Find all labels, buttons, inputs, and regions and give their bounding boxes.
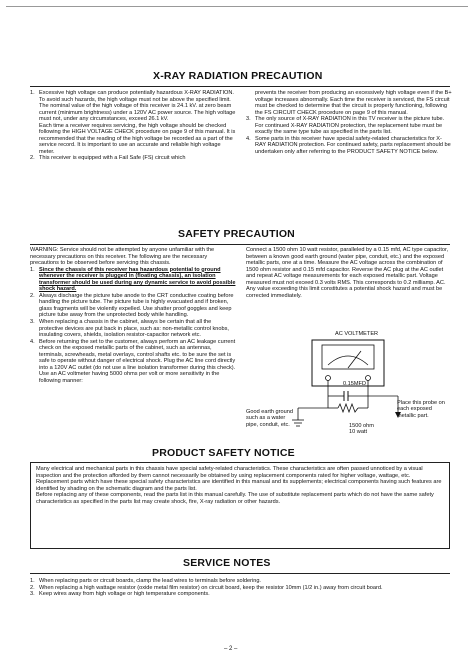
- safety-title: SAFETY PRECAUTION: [178, 228, 295, 240]
- service-notes-title: SERVICE NOTES: [183, 557, 271, 569]
- voltmeter-label: AC VOLTMETER: [335, 331, 379, 337]
- service-notes-rule: [30, 573, 450, 574]
- resistor-label: [349, 423, 374, 436]
- item-number: 4.: [30, 338, 35, 345]
- item-text: When replacing a high wattage resistor (oxide metal film resistor) on circuit board, keep the resistor 10mm (1/2 in.) away from circuit board.: [39, 584, 383, 591]
- page-number: – 2 –: [224, 646, 238, 652]
- probe-label: [397, 400, 445, 419]
- service-note-3: [30, 591, 450, 598]
- ground-label-line-2: such as a water: [246, 415, 286, 422]
- ground-label: [246, 409, 293, 428]
- item-text: Always discharge the picture tube anode to the CRT conductive coating before handling the picture tube. The picture tube is highly evacuated and if broken, glass fragments will be violently expelled. Use shatter proof goggles and keep picture tube away from the unprotected body while handling.: [39, 292, 234, 319]
- top-rule: [6, 6, 468, 7]
- item-text: When replacing parts or circuit boards, clamp the lead wires to terminals before soldering.: [39, 578, 261, 584]
- product-safety-box: [30, 462, 450, 549]
- item-text: When replacing a chassis in the cabinet, always be certain that all the protective devices are put back in place, such as: non-metallic control knobs, insulating covers, shields, isolation resistor-capacitor network etc.: [39, 319, 229, 339]
- resistor-label-line-1: 1500 ohm: [349, 423, 374, 429]
- safety-item-2: [30, 293, 236, 319]
- item-number: 3.: [30, 319, 35, 326]
- terminal-left: [326, 376, 331, 381]
- resistor-symbol: [338, 404, 358, 412]
- safety-right-column: [246, 247, 452, 299]
- item-number: 1.: [30, 90, 35, 96]
- probe-label-line-1: Place this probe on: [397, 400, 445, 406]
- item-number: 2.: [30, 292, 35, 299]
- item-number: 1.: [30, 266, 35, 273]
- item-text-continued: Each time a receiver requires servicing, the high voltage should be checked following the HIGH VOLTAGE CHECK procedure on page 9 of this manual. It is recommended that the reading of the high voltage be recorded as a part of the service record. It is important to use an accurate and reliable high voltage meter.: [39, 122, 236, 155]
- xray-item-1: [30, 90, 236, 155]
- item-text: The only source of X-RAY RADIATION in this TV receiver is the picture tube. For continued X-RAY RADIATION protection, the replacement tube must be exactly the same type tube as specified in the parts list.: [255, 116, 445, 136]
- resistor-label-line-2: 10 watt: [349, 429, 368, 436]
- xray-title-rule: [30, 86, 450, 87]
- item-number: 3.: [30, 591, 35, 598]
- safety-item-3: [30, 319, 236, 339]
- leakage-test-text: Connect a 1500 ohm 10 watt resistor, paralleled by a 0.15 mfd, AC type capacitor, between a known good earth ground (water pipe, conduit, etc.) and the exposed metallic parts, one at a time. Measure the AC voltage across the combination of 1500 ohm resistor and 0.15 mfd capacitor. Reverse the AC plug at the AC outlet and repeat AC voltage measurements for each exposed metallic part. Voltage measured must not exceed 0.3 volts RMS. This corresponds to 0.2 milliamp. AC. Any value exceeding this limit constitutes a potential shock hazard and must be corrected immediately.: [246, 247, 449, 299]
- terminal-right: [366, 376, 371, 381]
- ground-label-line-3: pipe, conduit, etc.: [246, 421, 290, 428]
- safety-title-rule: [30, 244, 450, 245]
- item-number: 4.: [246, 135, 251, 142]
- probe-label-line-3: metallic part.: [397, 412, 429, 419]
- service-notes-list: [30, 578, 450, 598]
- safety-item-1: [30, 267, 236, 293]
- voltmeter-dial: [322, 345, 374, 369]
- xray-right-column: [246, 90, 452, 155]
- item-number: 2.: [30, 155, 35, 162]
- product-safety-title: PRODUCT SAFETY NOTICE: [152, 447, 295, 459]
- item-text: Keep wires away from high voltage or high temperature components.: [39, 591, 210, 598]
- product-safety-paragraph-1: Many electrical and mechanical parts in this chassis have special safety-related characteristics. These characteristics are often passed unnoticed by a visual inspection and the protection afforded by them cannot necessarily be obtained by using replacement components rated for higher voltage, wattage, etc. Replacement parts which have these special safety characteristics are identified in this manual and its supplements; electrical components having such features are identified by shading on the schematic diagram and the parts list.: [36, 466, 442, 492]
- probe-label-line-2: each exposed: [397, 406, 432, 413]
- xray-left-column: [30, 90, 236, 162]
- product-safety-paragraph-2: Before replacing any of these components, read the parts list in this manual carefully. The use of substitute replacement parts which do not have the same safety characteristics as specified in the parts list may create shock, fire, X-ray radiation or other hazards.: [36, 492, 434, 505]
- xray-item-2-continued: [246, 90, 452, 116]
- xray-title: X-RAY RADIATION PRECAUTION: [153, 70, 323, 82]
- safety-item-4: [30, 339, 236, 385]
- item-text: Some parts in this receiver have special safety-related characteristics for X-RAY RADIATION protection. For continued safety, parts replacement should be undertaken only after referring to the PRODUCT SAFETY NOTICE below.: [255, 135, 451, 155]
- xray-item-2: [30, 155, 236, 162]
- safety-warning: WARNING: Service should not be attempted by anyone unfamiliar with the necessary precautions on this receiver. The following are the necessary precautions to be observed before servicing this chassis.: [30, 247, 215, 267]
- capacitor-label: 0.15MFD: [343, 381, 367, 387]
- item-text: This receiver is equipped with a Fail Safe (FS) circuit which: [39, 155, 186, 162]
- item-number: 2.: [30, 584, 35, 591]
- ground-label-line-1: Good earth ground: [246, 409, 293, 415]
- item-number: 3.: [246, 116, 251, 123]
- item-number: 1.: [30, 578, 35, 584]
- xray-item-4: [246, 136, 452, 156]
- item-text: prevents the receiver from producing an excessively high voltage even if the B+ voltage increases abnormally. Each time the receiver is serviced, the FS circuit must be checked to determine that the circuit is properly functioning, following the FS CIRCUIT CHECK procedure on page 9 of this manual.: [255, 90, 452, 116]
- xray-item-3: [246, 116, 452, 136]
- item-text: Excessive high voltage can produce potentially hazardous X-RAY RADIATION. To avoid such hazards, the high voltage must not be above the specified limit. The nominal value of the high voltage of this receiver is 24.1 kV. at zero beam current (minimum brightness) under a 120V AC power source. The high voltage must not, under any circumstances, exceed 26.1 kV.: [39, 90, 236, 123]
- item-text: Since the chassis of this receiver has hazardous potential to ground whenever the receiver is plugged in (floating chassis), an isolation transformer should be used during any dynamic service to avoid possible shock hazard.: [39, 266, 236, 293]
- item-text: Before returning the set to the customer, always perform an AC leakage current check on the exposed metallic parts of the cabinet, such as antennas, terminals, screwheads, metal overlays, control shafts etc. to be sure the set is safe to operate without danger of electrical shock. Plug the AC line cord directly into a 120V AC outlet (do not use a line isolation transformer during this check). Use an AC voltmeter having 5000 ohms per volt or more sensitivity in the following manner:: [39, 338, 236, 384]
- safety-left-column: [30, 247, 236, 384]
